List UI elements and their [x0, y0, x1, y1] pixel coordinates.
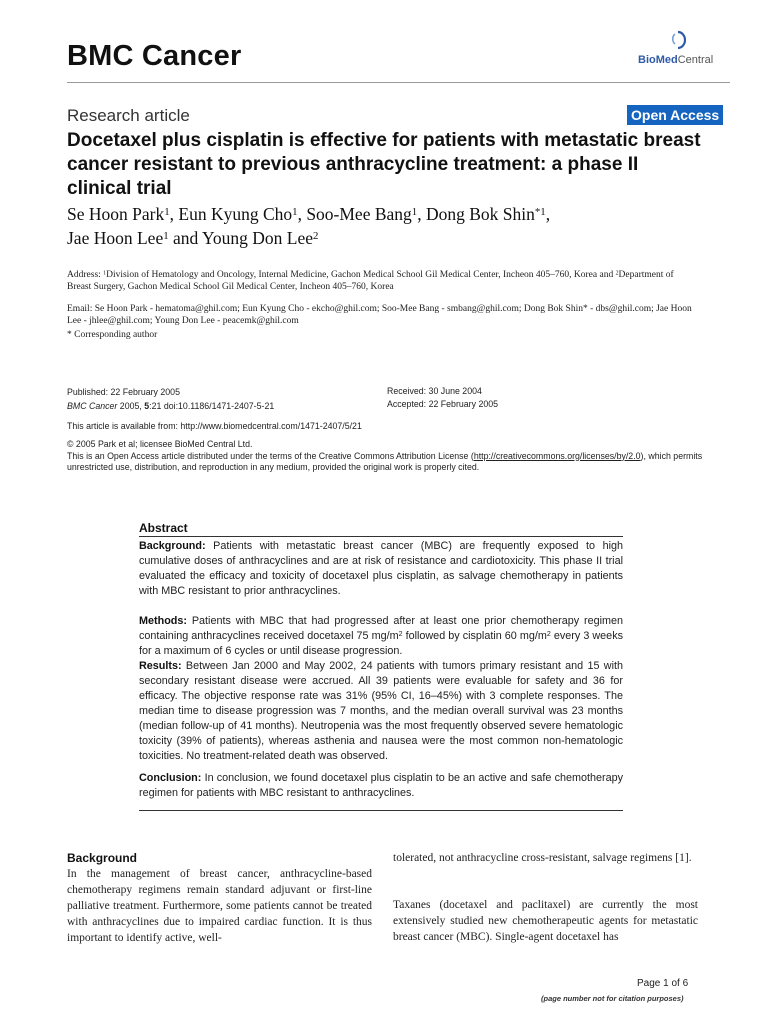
author-affiliation: 1 [292, 206, 298, 219]
license-line [67, 451, 707, 474]
author-name: Dong Bok Shin [425, 204, 535, 224]
affiliation-1-number: 1 [103, 270, 107, 277]
author-list [67, 202, 707, 250]
abstract-bottom-rule [139, 810, 623, 811]
author-separator: , [545, 204, 551, 224]
author-affiliation: *1 [534, 206, 546, 219]
published-date: Published: 22 February 2005 [67, 387, 180, 397]
affiliation-2-number: 2 [615, 270, 619, 277]
abstract-methods-label: Methods: [139, 615, 187, 627]
abstract-methods-text-a: Patients with MBC that had progressed after at least one prior chemotherapy regimen containing anthracyclines received docetaxel 75 mg/m [139, 615, 623, 642]
abstract-methods-sup-1: 2 [398, 631, 403, 639]
abstract-top-rule [139, 536, 623, 537]
abstract-methods-text-c: every 3 weeks for a maximum of 6 cycles or until disease progression. [139, 630, 623, 657]
abstract-results [139, 659, 623, 764]
author-affiliation: 1 [411, 206, 418, 219]
abstract-background-text: Patients with metastatic breast cancer (MBC) are frequently exposed to high cumulative doses of anthracyclines and are at risk of resistance and cardiotoxicity. This phase II trial evaluated the efficacy and toxicity of docetaxel plus cisplatin, as salvage chemotherapy in patients with MBC resistant to prior anthracyclines. [139, 540, 623, 597]
received-date: Received: 30 June 2004 [387, 386, 482, 396]
open-access-badge[interactable]: Open Access [627, 105, 723, 125]
citation-journal: BMC Cancer [67, 401, 118, 411]
license-text [67, 439, 707, 474]
author-affiliation: 2 [313, 230, 319, 243]
biomed-central-logo[interactable] [638, 30, 728, 70]
author-emails[interactable]: Email: Se Hoon Park - hematoma@ghil.com; Eun Kyung Cho - ekcho@ghil.com; Soo-Mee Bang - smbang@ghil.com; Dong Bok Shin* - dbs@ghil.com; Jae Hoon Lee - jhlee@ghil.com; Young Don Lee - peacemk@ghil.com [67, 304, 692, 326]
abstract-background-label: Background: [139, 540, 206, 552]
affiliation-1: Division of Hematology and Oncology, Internal Medicine, Gachon Medical School Gil Medical Center, Incheon 405–760, Korea and [106, 270, 616, 280]
abstract-methods-sup-2: 2 [546, 631, 551, 639]
logo-wordmark [638, 54, 713, 66]
logo-biomed: BioMed [638, 54, 678, 66]
abstract-conclusion-text: In conclusion, we found docetaxel plus cisplatin to be an active and safe chemotherapy regimen for patients with MBC resistant to anthracyclines. [139, 772, 623, 799]
author-affiliation: 1 [163, 230, 169, 243]
author-name: Se Hoon Park [67, 204, 165, 224]
author-separator: and [168, 228, 203, 248]
abstract-heading: Abstract [139, 521, 188, 535]
page-number: Page 1 of 6 [637, 978, 689, 989]
citation-year: 2005, [117, 401, 145, 411]
page-number-note: (page number not for citation purposes) [541, 994, 684, 1003]
body-column-1: In the management of breast cancer, anthracycline-based chemotherapy regimens remain standard adjuvant or first-line palliative treatment. Furthermore, some patients cannot be treated with anthracyclines due to impaired cardiac function. It is thus important to identify active, well- [67, 868, 372, 944]
logo-central: Central [677, 54, 714, 66]
abstract-conclusion [139, 771, 623, 801]
address-label: Address: [67, 270, 104, 280]
citation [67, 399, 274, 413]
abstract-results-text: Between Jan 2000 and May 2002, 24 patients with tumors primary resistant and 15 with secondary resistant disease were accrued. All 39 patients were evaluable for safety and 36 for efficacy. The objective response rate was 31% (95% CI, 16–45%) with 3 complete responses. The median time to disease progression was 7 months, and the median overall survival was 23 months (median follow-up of 41 months). Neutropenia was the most frequently observed severe hematologic toxicity (39% of patients), whereas asthenia and nausea were the most common non-hematologic toxicities. No treatment-related death was observed. [139, 660, 623, 762]
article-title: Docetaxel plus cisplatin is effective for patients with metastatic breast cancer resistant to previous anthracycline treatment: a phase II clinical trial [67, 130, 701, 199]
author-separator: , [417, 204, 426, 224]
accepted-date: Accepted: 22 February 2005 [387, 399, 499, 409]
body-column-2-paragraph-1: tolerated, not anthracycline cross-resistant, salvage regimens [1]. [393, 852, 692, 864]
author-name: Soo-Mee Bang [306, 204, 412, 224]
affiliations [67, 269, 697, 293]
affiliation-2: Department of Breast Surgery, Gachon Medical School Gil Medical Center, Incheon 405–760, Korea [67, 270, 674, 292]
license-suffix: ), which permits unrestricted use, distribution, and reproduction in any medium, provided the original work is properly cited. [67, 450, 703, 472]
availability-link[interactable]: This article is available from: http://www.biomedcentral.com/1471-2407/5/21 [67, 421, 362, 431]
citation-volume: 5 [144, 401, 150, 411]
citation-doi: :21 doi:10.1186/1471-2407-5-21 [149, 401, 275, 411]
abstract-results-label: Results: [139, 660, 182, 672]
author-name: Eun Kyung Cho [178, 204, 293, 224]
abstract-methods [139, 614, 623, 659]
license-prefix: This is an Open Access article distributed under the terms of the Creative Commons Attribution License ( [67, 450, 474, 461]
body-column-2-paragraph-2: Taxanes (docetaxel and paclitaxel) are currently the most extensively studied new chemotherapeutic agents for metastatic breast cancer (MBC). Single-agent docetaxel has [393, 899, 698, 943]
abstract-conclusion-label: Conclusion: [139, 772, 202, 784]
author-affiliation: 1 [164, 206, 170, 219]
corresponding-author-note: * Corresponding author [67, 330, 158, 340]
header-rule [67, 82, 730, 83]
author-separator: , [169, 204, 179, 224]
journal-title: BMC Cancer [67, 40, 242, 72]
background-heading: Background [67, 851, 138, 865]
logo-arc-icon [670, 30, 686, 50]
author-name: Young Don Lee [202, 228, 314, 248]
abstract-methods-text-b: followed by cisplatin 60 mg/m [402, 630, 547, 642]
dates [387, 385, 498, 411]
article-type: Research article [67, 106, 190, 125]
publication-info [67, 385, 274, 413]
author-separator: , [297, 204, 307, 224]
author-name: Jae Hoon Lee [67, 228, 164, 248]
copyright-line: © 2005 Park et al; licensee BioMed Central Ltd. [67, 439, 253, 449]
license-url-link[interactable]: http://creativecommons.org/licenses/by/2.0 [473, 450, 641, 461]
abstract-background [139, 539, 623, 599]
